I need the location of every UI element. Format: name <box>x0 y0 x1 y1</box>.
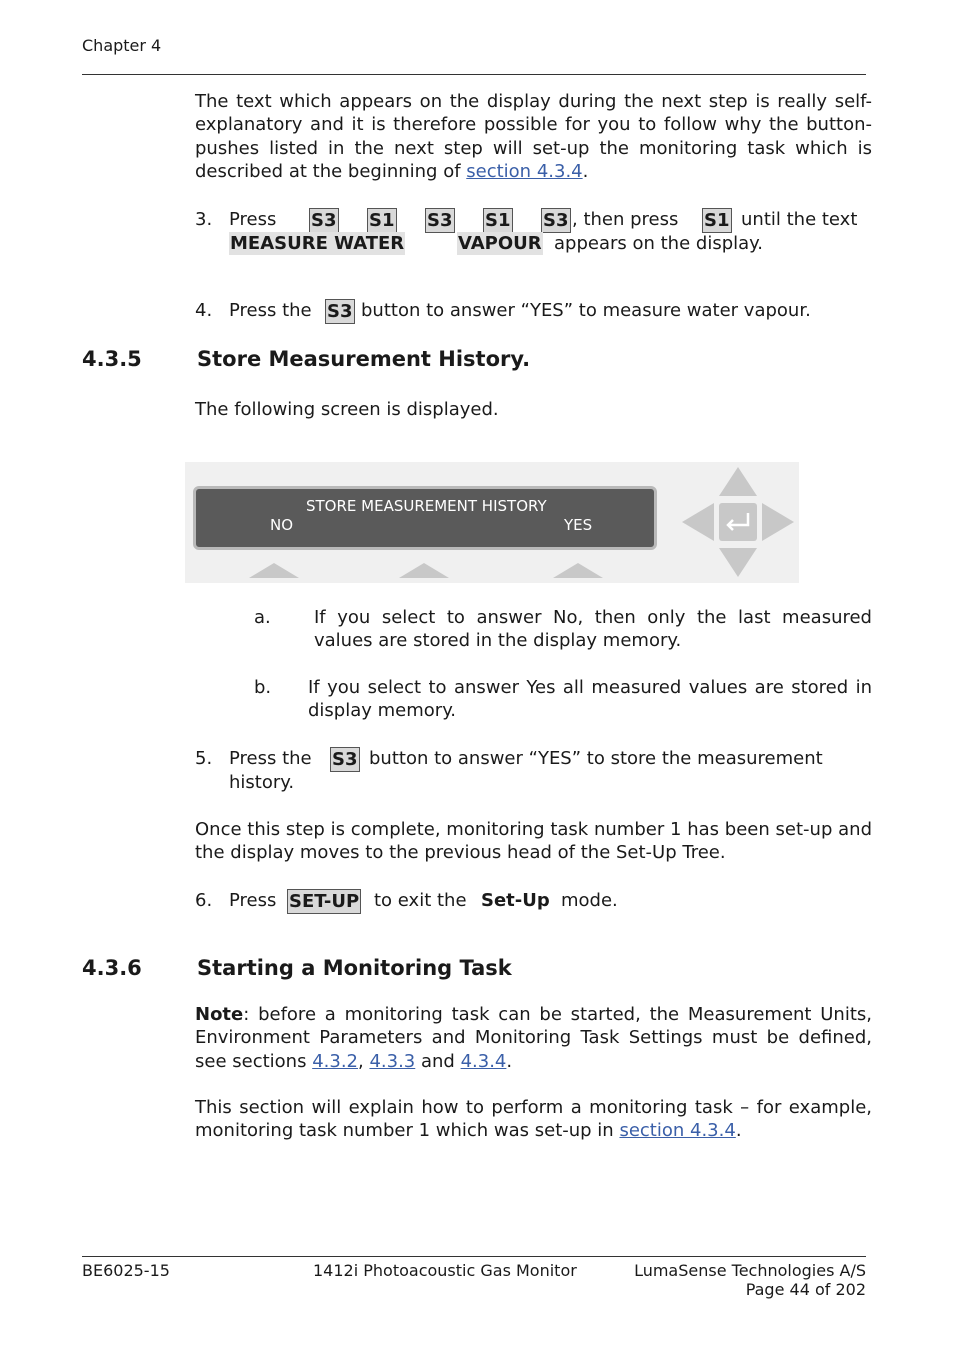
section-4-3-4-link-explain[interactable]: section 4.3.4 <box>619 1120 736 1142</box>
section-4-3-3-link[interactable]: 4.3.3 <box>369 1050 416 1072</box>
key-s3-b: S3 <box>427 210 453 231</box>
explain-end: . <box>735 1120 742 1142</box>
key-setup: SET-UP <box>289 891 360 912</box>
footer-company: LumaSense Technologies A/S <box>634 1261 866 1280</box>
intro-end: . <box>582 160 589 182</box>
footer-rule <box>82 1256 866 1257</box>
up-arrow-icon[interactable] <box>719 467 757 496</box>
chapter-label: Chapter 4 <box>82 36 162 55</box>
footer-product: 1412i Photoacoustic Gas Monitor <box>313 1261 577 1280</box>
step4-pre: Press the <box>229 300 312 321</box>
intro-text: The text which appears on the display during the next step is really self-explanatory and it is therefore possible for you to follow why the button-pushes listed in the next step will set-up the monitoring task which is described at the beginning of <box>195 91 872 182</box>
explain-text: This section will explain how to perform a monitoring task – for example, monitoring task number 1 which was set-up in <box>195 1097 872 1142</box>
left-arrow-icon[interactable] <box>682 503 714 541</box>
down-arrow-icon[interactable] <box>719 548 757 577</box>
sub-a-label: a. <box>254 607 271 628</box>
sub-b-label: b. <box>254 677 272 698</box>
step5-number: 5. <box>195 748 213 769</box>
note-paragraph <box>195 1003 872 1073</box>
key-s3-step5: S3 <box>332 749 358 770</box>
s2-softkey-arrow-icon[interactable] <box>399 563 449 578</box>
step4-post: button to answer “YES” to measure water vapour. <box>361 300 811 321</box>
step6-number: 6. <box>195 890 213 911</box>
step6-end: mode. <box>561 890 618 911</box>
key-s1-final: S1 <box>704 210 730 231</box>
sub-a-text: If you select to answer No, then only the last measured values are stored in the display memory. <box>314 607 872 652</box>
display-panel <box>185 462 799 583</box>
navigation-pad <box>681 466 795 580</box>
lcd-yes-option: YES <box>564 516 593 534</box>
key-s3-step4: S3 <box>327 301 353 322</box>
step6-mid: to exit the <box>374 890 467 911</box>
note-sep2: and <box>415 1050 461 1072</box>
header-rule <box>82 74 866 75</box>
enter-button-icon[interactable] <box>719 503 757 541</box>
step5-pre: Press the <box>229 748 312 769</box>
section-4-3-4-link-note[interactable]: 4.3.4 <box>460 1050 507 1072</box>
lcd-line1: STORE MEASUREMENT HISTORY <box>306 497 547 515</box>
lcd-no-option: NO <box>270 516 294 534</box>
s3-softkey-arrow-icon[interactable] <box>553 563 603 578</box>
intro-paragraph <box>195 90 872 183</box>
section-435-intro: The following screen is displayed. <box>195 399 499 420</box>
lcd-screen <box>193 486 657 550</box>
section-436-number: 4.3.6 <box>82 956 142 980</box>
sub-b-text: If you select to answer Yes all measured values are stored in display memory. <box>308 677 872 722</box>
footer-doc-id: BE6025-15 <box>82 1261 170 1280</box>
step6-pre: Press <box>229 890 277 911</box>
step6-setup-bold: Set-Up <box>481 890 550 911</box>
right-arrow-icon[interactable] <box>762 503 794 541</box>
key-s3-a: S3 <box>311 210 337 231</box>
measure-water-label: MEASURE WATER <box>230 233 405 254</box>
step3-press: Press <box>229 209 277 230</box>
soft-key-arrows <box>185 560 655 583</box>
key-s1-a: S1 <box>369 210 395 231</box>
section-435-title: Store Measurement History. <box>197 347 531 371</box>
section-436-title: Starting a Monitoring Task <box>197 956 512 980</box>
step4-number: 4. <box>195 300 213 321</box>
section-4-3-2-link[interactable]: 4.3.2 <box>312 1050 358 1072</box>
note-end: . <box>506 1050 513 1072</box>
step3-until: until the text <box>741 209 858 230</box>
footer-page-number: Page 44 of 202 <box>745 1280 866 1299</box>
step3-number: 3. <box>195 209 213 230</box>
step3-then-press: , then press <box>572 209 679 230</box>
section-435-number: 4.3.5 <box>82 347 142 371</box>
note-text: : before a monitoring task can be started, the Measurement Units, Environment Parameters and Monitoring Task Settings must be defined, see sections <box>195 1004 872 1072</box>
s1-softkey-arrow-icon[interactable] <box>249 563 299 578</box>
key-s1-b: S1 <box>485 210 511 231</box>
once-paragraph: Once this step is complete, monitoring task number 1 has been set-up and the display moves to the previous head of the Set-Up Tree. <box>195 819 872 864</box>
explain-paragraph <box>195 1096 872 1143</box>
step5-post: button to answer “YES” to store the measurement <box>369 748 823 769</box>
key-s3-c: S3 <box>543 210 569 231</box>
section-4-3-4-link[interactable]: section 4.3.4 <box>466 160 583 182</box>
step5-line2: history. <box>229 772 295 793</box>
vapour-label: VAPOUR <box>458 233 542 254</box>
note-sep1: , <box>358 1050 370 1072</box>
step3-end: appears on the display. <box>554 233 763 254</box>
note-label: Note <box>195 1004 244 1025</box>
